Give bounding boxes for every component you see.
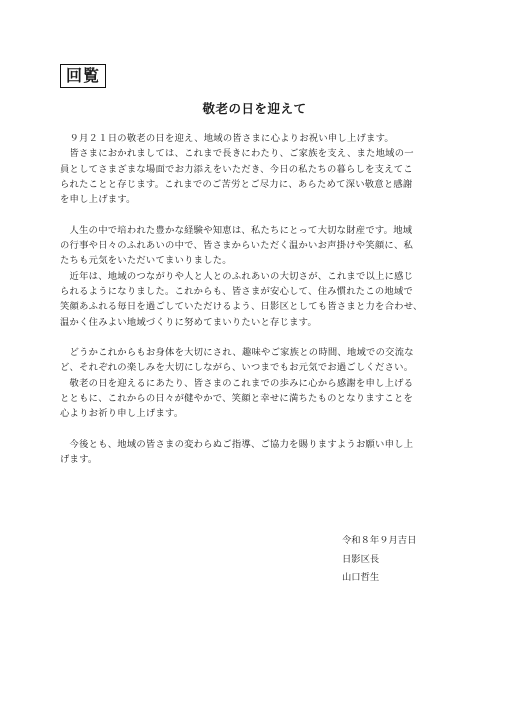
signature-organization: 日影区長 [342,553,380,565]
body-line: 員としてさまざまな場面でお力添えをいただき、今日の私たちの暮らしを支えてこ [60,163,413,175]
body-line: られたことと存じます。これまでのご苦労とご尽力に、あらためて深い敬意と感謝 [60,178,413,190]
body-line: 敬老の日を迎えるにあたり、皆さまのこれまでの歩みに心から感謝を申し上げる [60,377,414,389]
paragraph-gap [60,422,453,437]
body-line: 人生の中で培われた豊かな経験や知恵は、私たちにとって大切な財産です。地域 [60,224,413,236]
signature-block [342,532,416,588]
body-line: どうかこれからもお身体を大切にされ、趣味やご家族との時間、地域での交流な [60,347,414,359]
body-line: 皆さまにおかれましては、これまで長きにわたり、ご家族を支え、また地域の一 [60,148,414,160]
circulation-label: 回覧 [65,66,100,85]
body-line: たちも元気をいただいてまいりました。 [60,255,232,267]
body-line: 温かく住みよい地域づくりに努めてまいりたいと存じます。 [60,316,318,328]
body-line: ９月２１日の敬老の日を迎え、地域の皆さまに心よりお祝い申し上げます。 [60,133,394,144]
body-line: 近年は、地域のつながりや人と人とのふれあいの大切さが、これまで以上に感じ [60,270,414,282]
body-line: 今後とも、地域の皆さまの変わらぬご指導、ご協力を賜りますようお願い申し上 [60,438,414,450]
body-line: を申し上げます。 [60,194,136,206]
letter-body [60,131,453,468]
body-line: とともに、これからの日々が健やかで、笑顔と幸せに満ちたものとなりますことを [60,393,414,405]
body-line: 心よりお祈り申し上げます。 [60,408,184,420]
body-line: 笑顔あふれる毎日を過ごしていただけるよう、日影区としても皆さまと力を合わせ、 [60,301,423,313]
body-line: られるようになりました。これからも、皆さまが安心して、住み慣れたこの地域で [60,285,414,297]
body-line: の行事や日々のふれあいの中で、皆さまからいただく温かいお声掛けや笑顔に、私 [60,240,414,252]
signature-name: 山口哲生 [342,572,380,583]
document-title: 敬老の日を迎えて [202,101,307,116]
circulation-stamp [60,64,106,88]
paragraph-gap [60,330,453,345]
paragraph-gap [60,207,453,222]
body-line: げます。 [60,454,98,466]
signature-date: 令和８年９月吉日 [342,535,417,546]
body-line: ど、それぞれの楽しみを大切にしながら、いつまでもお元気でお過ごしください。 [60,362,414,374]
